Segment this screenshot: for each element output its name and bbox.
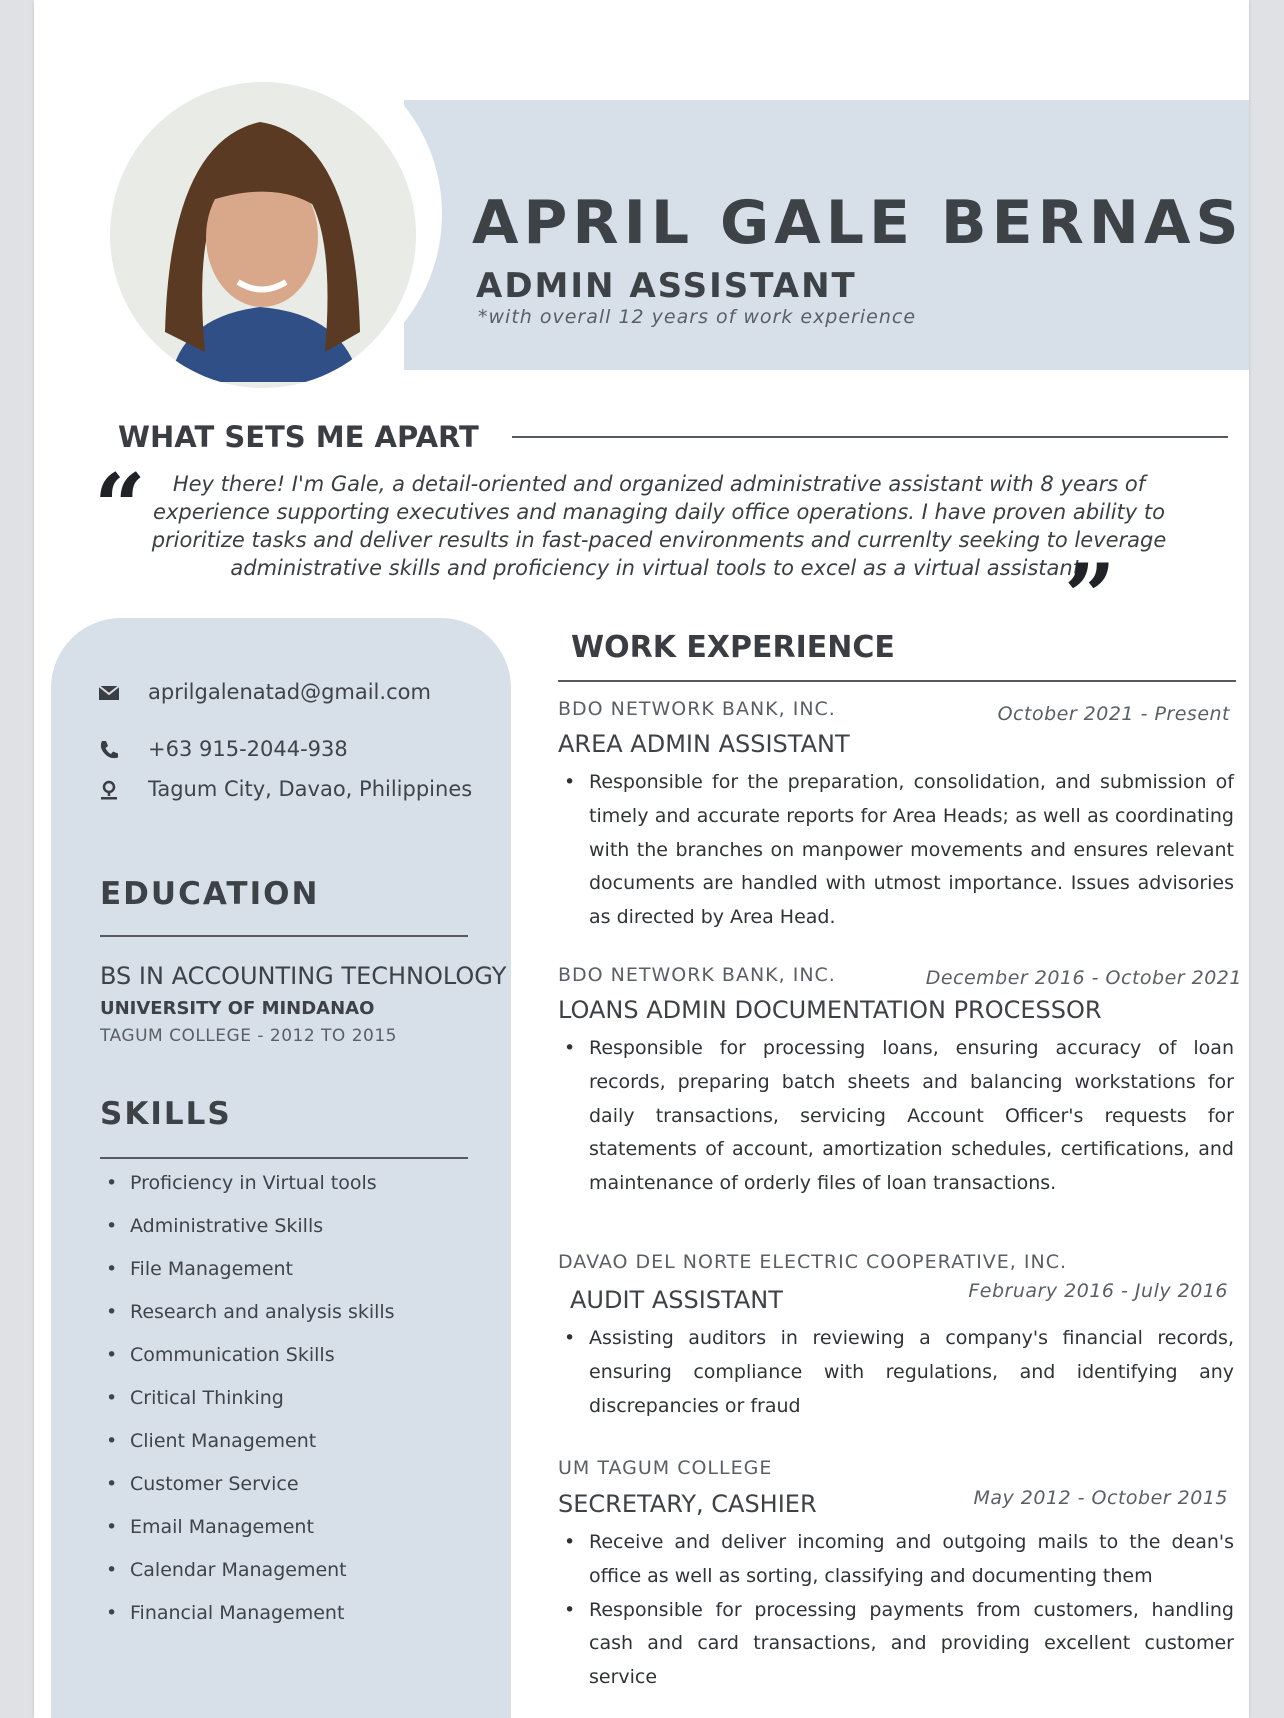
skill-item: • File Management [100,1258,395,1301]
job-bullet: • Receive and deliver incoming and outgoing mails to the dean's office as well as sorting, classifying and documenting them [558,1526,1234,1594]
skill-item: • Email Management [100,1516,395,1559]
job-position: LOANS ADMIN DOCUMENTATION PROCESSOR [558,996,1102,1024]
job-company: UM TAGUM COLLEGE [558,1457,773,1479]
job-dates: February 2016 - July 2016 [968,1280,1228,1302]
location-pin-icon [98,779,120,801]
job-bullet: • Responsible for processing loans, ensuring accuracy of loan records, preparing batch sheets and balancing workstations for daily transactions, servicing Account Officer's requests for statements of account, amortization schedules, certifications, and maintenance of orderly files of loan transactions. [558,1032,1234,1201]
skill-item: • Administrative Skills [100,1215,395,1258]
envelope-icon [98,682,120,704]
work-experience-title: WORK EXPERIENCE [571,630,895,665]
skill-item: • Research and analysis skills [100,1301,395,1344]
experience-tagline: *with overall 12 years of work experience [478,306,917,328]
job-bullets [558,1032,1234,1201]
job-bullet: • Assisting auditors in reviewing a company's financial records, ensuring compliance with regulations, and identifying any discrepancies or fraud [558,1322,1234,1423]
job-bullets [558,1526,1234,1695]
job-dates: December 2016 - October 2021 [925,967,1242,989]
job-company: DAVAO DEL NORTE ELECTRIC COOPERATIVE, INC. [558,1251,1068,1273]
job-bullets [558,1322,1234,1423]
skills-list [100,1172,395,1645]
location-text: Tagum City, Davao, Philippines [148,777,473,801]
education-school: UNIVERSITY OF MINDANAO [100,998,375,1019]
job-company: BDO NETWORK BANK, INC. [558,698,836,720]
skill-item: • Communication Skills [100,1344,395,1387]
skill-item: • Calendar Management [100,1559,395,1602]
skills-divider [100,1157,468,1159]
skill-item: • Financial Management [100,1602,395,1645]
job-bullets [558,766,1234,935]
education-title: EDUCATION [100,876,320,912]
education-campus: TAGUM COLLEGE - 2012 TO 2015 [100,1026,397,1046]
skill-item: • Proficiency in Virtual tools [100,1172,395,1215]
summary-title: WHAT SETS ME APART [118,420,479,454]
candidate-name: APRIL GALE BERNAS [472,188,1244,258]
summary-divider [512,436,1228,438]
profile-photo [110,82,416,388]
job-position: AUDIT ASSISTANT [570,1286,783,1314]
candidate-role: ADMIN ASSISTANT [476,266,857,306]
quote-close-icon: ” [1064,544,1116,650]
education-divider [100,935,468,937]
skill-item: • Client Management [100,1430,395,1473]
email-text: aprilgalenatad@gmail.com [148,680,431,704]
skill-item: • Critical Thinking [100,1387,395,1430]
work-experience-divider [558,680,1236,682]
phone-icon [98,739,120,761]
job-position: SECRETARY, CASHIER [558,1490,817,1518]
job-dates: October 2021 - Present [997,703,1230,725]
job-bullet: • Responsible for processing payments from customers, handling cash and card transactions, and providing excellent customer service [558,1594,1234,1695]
job-position: AREA ADMIN ASSISTANT [558,730,850,758]
summary-text: Hey there! I'm Gale, a detail-oriented and organized administrative assistant with 8 years of experience supporting executives and managing daily office operations. I have proven ability to prioritize tasks and deliver results in fast-paced environments and currenlty seeking to leverage administrative skills and proficiency in virtual tools to excel as a virtual assistant. [151,472,1167,580]
job-dates: May 2012 - October 2015 [973,1487,1228,1509]
job-company: BDO NETWORK BANK, INC. [558,964,836,986]
skill-item: • Customer Service [100,1473,395,1516]
resume-page [34,0,1249,1718]
education-degree: BS IN ACCOUNTING TECHNOLOGY [100,962,507,990]
skills-title: SKILLS [100,1096,232,1132]
job-bullet: • Responsible for the preparation, consolidation, and submission of timely and accurate reports for Area Heads; as well as coordinating with the branches on manpower movements and ensures relevant documents are handled with utmost importance. Issues advisories as directed by Area Head. [558,766,1234,935]
quote-open-icon: “ [94,454,146,560]
phone-text: +63 915-2044-938 [148,737,348,761]
